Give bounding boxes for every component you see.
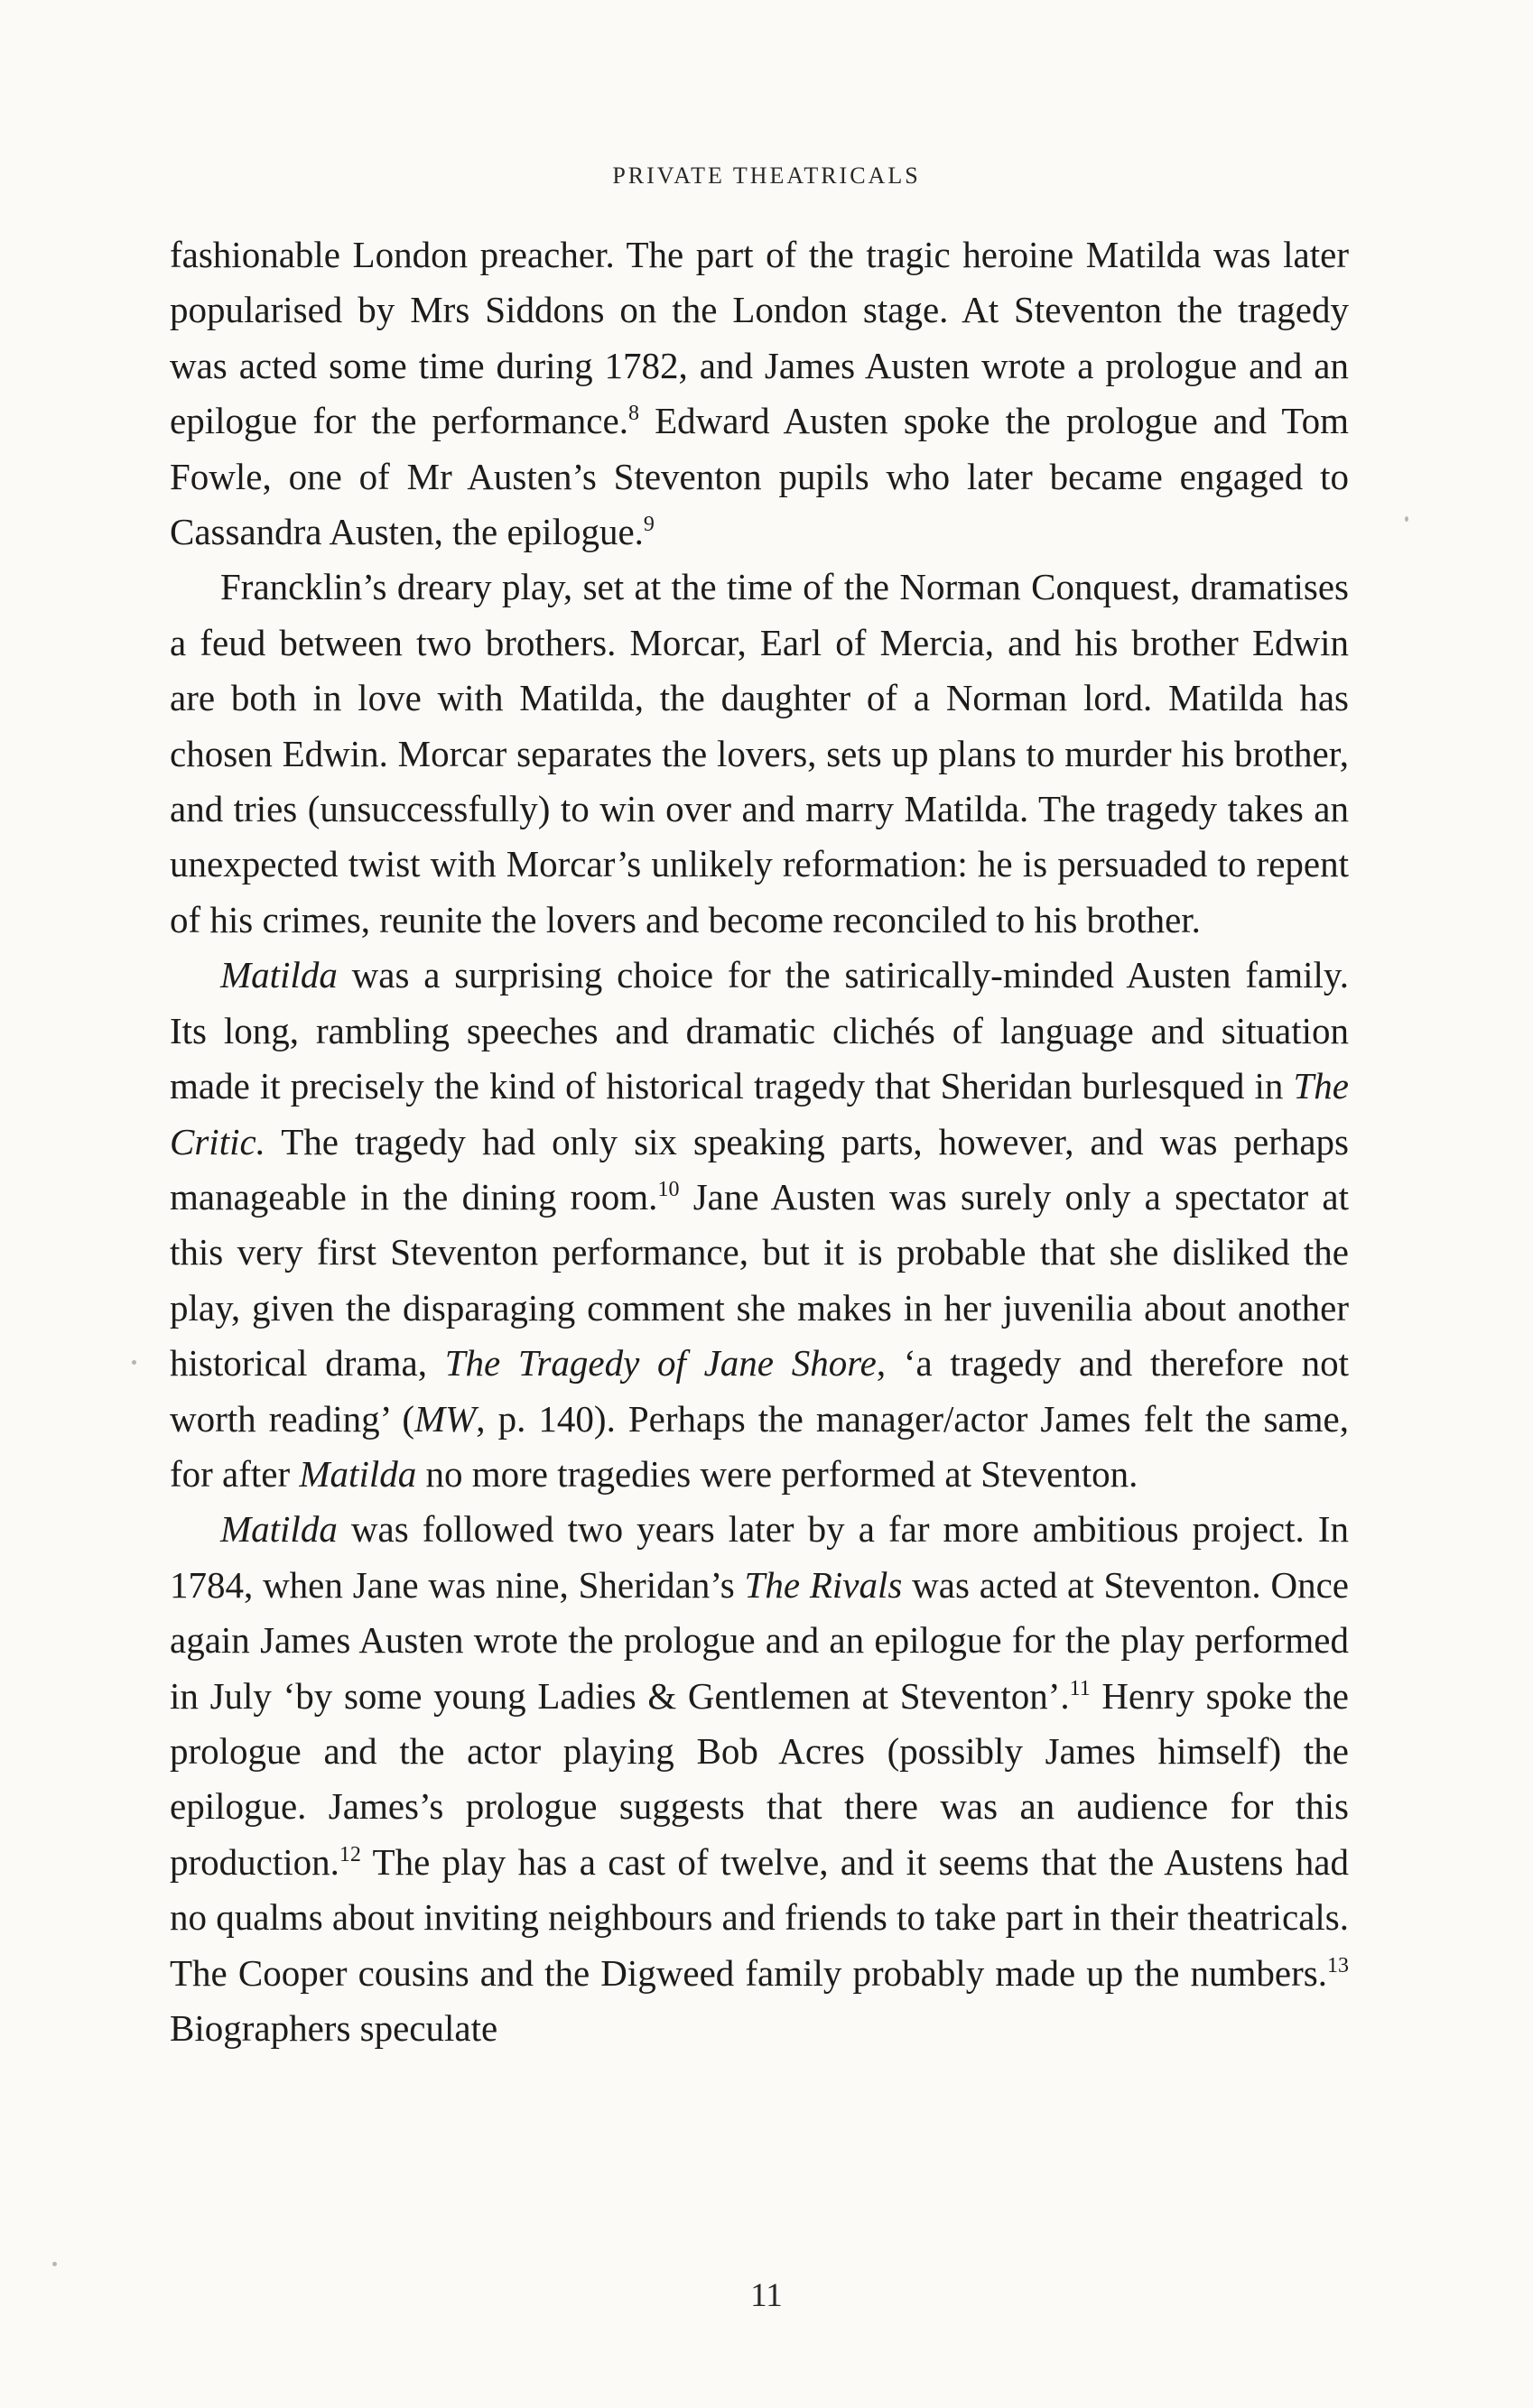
- paper-speck: [1405, 516, 1408, 522]
- text-run: The tragedy had only six speaking parts, however, and was perhaps manageable in the dining room.: [170, 1120, 1349, 1218]
- paper-speck: [132, 1360, 136, 1365]
- text-run: Biographers speculate: [170, 2007, 498, 2049]
- page-number: 11: [750, 2277, 783, 2314]
- body-text: [170, 227, 1349, 2056]
- text-run: Jane Austen was surely only a spectator at this very first Steventon performance, but it is probable that she disliked the play, given the disparaging comment she makes in her juvenilia about another historical drama,: [170, 1175, 1349, 1385]
- text-run: was acted at Steventon. Once again James Austen wrote the prologue and an epilogue for the play performed in July ‘by some young Ladies & Gentlemen at Steventon’.: [170, 1563, 1349, 1717]
- paper-speck: [52, 2262, 57, 2266]
- italic-title: MW: [413, 1397, 477, 1440]
- text-run: , ‘a tragedy and therefore not worth reading’ (: [170, 1342, 1349, 1440]
- text-run: , p. 140). Perhaps the manager/actor James felt the same, for after: [170, 1397, 1350, 1495]
- italic-title: The Rivals: [744, 1563, 903, 1606]
- paragraph: [170, 1502, 1349, 2056]
- italic-title: Matilda: [299, 1452, 417, 1495]
- text-run: was followed two years later by a far more ambitious project. In 1784, when Jane was nine, Sheridan’s: [170, 1508, 1349, 1606]
- text-run: fashionable London preacher. The part of the tragic heroine Matilda was later popularised by Mrs Siddons on the London stage. At Steventon the tragedy was acted some time during 1782, and James Austen wrote a prologue and an epilogue for the performance.: [170, 234, 1349, 442]
- footnote-marker: 9: [643, 513, 655, 537]
- footnote-marker: 8: [627, 402, 639, 426]
- text-run: Edward Austen spoke the prologue and Tom Fowle, one of Mr Austen’s Steventon pupils who later became engaged to Cassandra Austen, the epilogue.: [170, 400, 1349, 553]
- footnote-marker: 10: [657, 1177, 680, 1201]
- footnote-marker: 12: [339, 1842, 361, 1866]
- italic-title: The Tragedy of Jane Shore: [444, 1342, 877, 1385]
- text-run: no more tragedies were performed at Steventon.: [416, 1452, 1138, 1495]
- footnote-marker: 11: [1069, 1676, 1091, 1700]
- italic-title: Matilda: [220, 954, 338, 996]
- paragraph: [170, 227, 1349, 560]
- text-run: was a surprising choice for the satirically-minded Austen family. Its long, rambling speeches and dramatic clichés of language and situation made it precisely the kind of historical tragedy that Sheridan burlesqued in: [170, 954, 1349, 1107]
- text-run: Henry spoke the prologue and the actor playing Bob Acres (possibly James himself) the epilogue. James’s prologue suggests that there was an audience for this production.: [170, 1674, 1349, 1883]
- italic-title: Matilda: [220, 1508, 338, 1551]
- footnote-marker: 13: [1327, 1953, 1349, 1977]
- text-run: The play has a cast of twelve, and it seems that the Austens had no qualms about inviting neighbours and friends to take part in their theatricals. The Cooper cousins and the Digweed family probably made up the numbers.: [170, 1840, 1349, 1994]
- paragraph: [170, 560, 1349, 948]
- paragraph: [170, 948, 1349, 1502]
- running-head: PRIVATE THEATRICALS: [612, 162, 921, 189]
- italic-title: The Critic.: [170, 1065, 1349, 1162]
- text-run: Francklin’s dreary play, set at the time of the Norman Conquest, dramatises a feud between two brothers. Morcar, Earl of Mercia, and his brother Edwin are both in love with Matilda, the daughter of a Norman lord. Matilda has chosen Edwin. Morcar separates the lovers, sets up plans to murder his brother, and tries (unsuccessfully) to win over and marry Matilda. The tragedy takes an unexpected twist with Morcar’s unlikely reformation: he is persuaded to repent of his crimes, reunite the lovers and become reconciled to his brother.: [170, 566, 1349, 940]
